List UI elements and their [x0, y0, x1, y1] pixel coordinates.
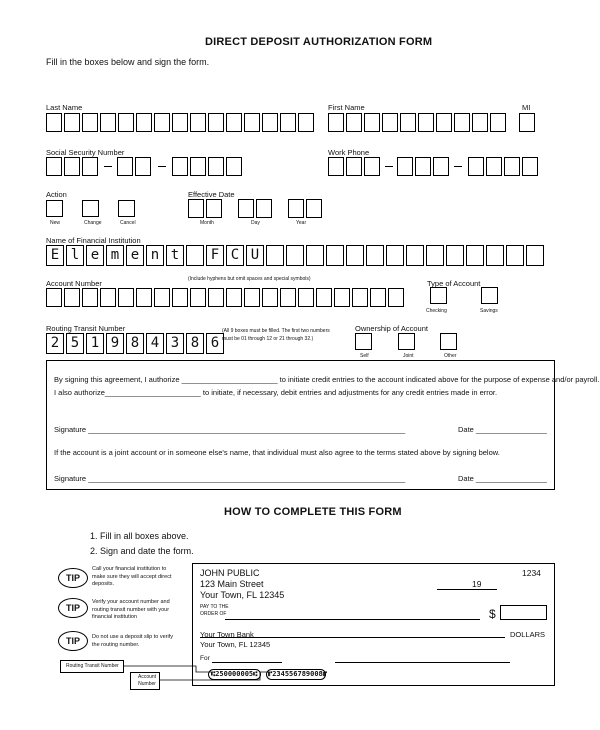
instruction-text: Fill in the boxes below and sign the form. [46, 57, 210, 67]
date-month-label: Month [200, 220, 214, 226]
check-memo-line [212, 662, 282, 663]
check-payer-address: 123 Main Street [200, 579, 264, 589]
account-number-note: (Include hyphens but omit spaces and special symbols) [188, 276, 311, 282]
check-dollars-label: DOLLARS [510, 630, 546, 639]
joint-account-note: If the account is a joint account or in someone else's name, that individual must also agree to the terms stated above by signing below. [54, 448, 500, 457]
micr-routing: ⑆250000005⑆ [211, 670, 258, 678]
howto-title: HOW TO COMPLETE THIS FORM [224, 506, 402, 518]
first-name-label: First Name [328, 103, 365, 112]
check-pay-to-label-1: PAY TO THE [200, 604, 229, 610]
savings-label: Savings [480, 308, 498, 314]
check-amount-box [500, 605, 547, 620]
check-payer-name: JOHN PUBLIC [200, 568, 260, 578]
check-bank-city: Your Town, FL 12345 [200, 640, 271, 649]
action-label: Action [46, 190, 67, 199]
check-date-line [437, 589, 497, 590]
routing-note-line-2: must be 01 through 12 or 21 through 32.) [222, 336, 314, 342]
work-phone-label: Work Phone [328, 148, 370, 157]
routing-label: Routing Transit Number [46, 324, 126, 333]
date-line-2[interactable]: Date _________________ [458, 474, 547, 483]
check-payer-city: Your Town, FL 12345 [200, 590, 285, 600]
check-payee-line [225, 619, 480, 620]
agreement-line-2: I also authorize_______________________ to initiate, if necessary, debit entries and adjustments for any credit entries made in error. [54, 388, 498, 397]
tip-badge-2: TIP [58, 598, 88, 618]
tip-badge-3: TIP [58, 631, 88, 651]
tip-text-2: Verify your account number and routing transit number with your financial institution [92, 599, 170, 620]
check-for-label: For [200, 655, 210, 662]
effective-date-label: Effective Date [188, 190, 235, 199]
checking-label: Checking [426, 308, 447, 314]
type-of-account-label: Type of Account [427, 279, 481, 288]
tip-text-1: Call your financial institution to make sure they will accept direct deposits. [92, 566, 172, 587]
tip-text-3: Do not use a deposit slip to verify the routing number. [92, 634, 174, 648]
ownership-joint-label: Joint [403, 353, 414, 359]
howto-step-2: 2. Sign and date the form. [90, 546, 194, 556]
signature-line-2[interactable]: Signature ____________________________________________________________________________ [54, 474, 406, 483]
check-dollar-sign: $ [489, 607, 496, 621]
ownership-self-label: Self [360, 353, 369, 359]
form-title: DIRECT DEPOSIT AUTHORIZATION FORM [205, 36, 433, 48]
mi-label: MI [522, 103, 531, 112]
howto-step-1: 1. Fill in all boxes above. [90, 531, 189, 541]
last-name-label: Last Name [46, 103, 83, 112]
check-signature-line [335, 662, 510, 663]
tip-badge-1: TIP [58, 568, 88, 588]
ssn-label: Social Security Number [46, 148, 125, 157]
micr-account: ⑈234556789008⑈ [268, 670, 327, 678]
check-bank-name: Your Town Bank [200, 630, 254, 639]
action-new-label: New [50, 220, 61, 226]
check-number: 1234 [522, 568, 541, 578]
action-cancel-label: Cancel [120, 220, 136, 226]
institution-label: Name of Financial Institution [46, 236, 141, 245]
routing-note-line-1: (All 9 boxes must be filled. The first two numbers [222, 328, 330, 334]
account-callout-label: Account Number [138, 674, 157, 687]
account-number-label: Account Number [46, 279, 102, 288]
check-pay-to-label-2: ORDER OF [200, 611, 227, 617]
ownership-label: Ownership of Account [355, 324, 428, 333]
ownership-other-label: Other [444, 353, 457, 359]
date-year-label: Year [296, 220, 307, 226]
signature-line-1[interactable]: Signature ____________________________________________________________________________ [54, 425, 406, 434]
agreement-line-1: By signing this agreement, I authorize _______________________ to initiate credit entries to the account indicated above for the purpose of expense and/or payroll. [54, 375, 600, 384]
action-change-label: Change [84, 220, 102, 226]
date-day-label: Day [251, 220, 260, 226]
date-line-1[interactable]: Date _________________ [458, 425, 547, 434]
check-year: 19 [472, 579, 482, 589]
routing-callout-label: Routing Transit Number [66, 663, 119, 669]
